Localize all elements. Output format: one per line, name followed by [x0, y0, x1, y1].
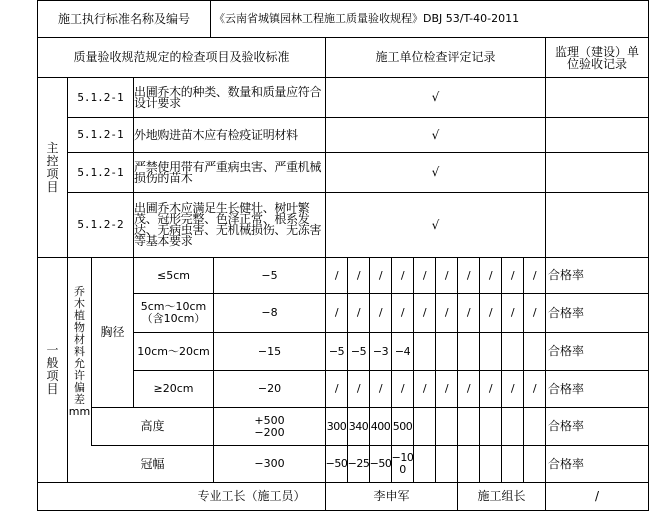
- measured-value: /: [400, 306, 405, 320]
- check-mark: √: [431, 90, 440, 105]
- measured-value: −25: [348, 457, 369, 471]
- measured-value: /: [422, 382, 427, 396]
- check-mark: √: [431, 127, 440, 142]
- measured-value: 300: [326, 419, 347, 433]
- clause-code: 5.1.2-1: [77, 165, 124, 179]
- tolerance-group-label: 乔木植物材料允许偏差mm: [68, 284, 91, 418]
- measured-value: /: [400, 382, 405, 396]
- requirement-text: 出圃乔木应满足生长健壮、树叶繁茂、冠形完整、色泽正常、根系发达、无病虫害、无机械损伤、无冻害等基本要求: [134, 201, 322, 248]
- inspection-item: 10cm～20cm: [137, 344, 210, 358]
- measured-value: −4: [394, 344, 411, 358]
- trunk-diameter-label: 胸径: [100, 325, 125, 340]
- measured-value: −3: [372, 344, 389, 358]
- measured-value: [524, 408, 545, 445]
- pass-rate: 合格率: [548, 419, 585, 434]
- allowed-deviation: −8: [261, 306, 278, 320]
- clause-code: 5.1.2-2: [77, 218, 124, 232]
- measured-value: [414, 333, 435, 370]
- check-mark: √: [431, 217, 440, 232]
- measured-value: /: [532, 382, 537, 396]
- foreman-label: 专业工长（施工员）: [197, 489, 306, 504]
- main-control-label: 主控项目: [46, 140, 59, 194]
- measured-value: [524, 333, 545, 370]
- leader-value: /: [594, 489, 600, 504]
- requirement-text: 严禁使用带有严重病虫害、严重机械损伤的苗木: [134, 159, 322, 185]
- pass-rate: 合格率: [548, 456, 585, 471]
- inspection-item: ≥20cm: [153, 382, 194, 396]
- measured-value: /: [444, 306, 449, 320]
- standard-label: 施工执行标准名称及编号: [57, 11, 190, 26]
- measured-value: /: [488, 382, 493, 396]
- measured-value: /: [510, 382, 515, 396]
- measured-value: [480, 333, 501, 370]
- measured-value: /: [444, 268, 449, 282]
- measured-value: /: [334, 306, 339, 320]
- clause-code: 5.1.2-1: [77, 128, 124, 142]
- column-header-supervisor: 监理（建设）单位验收记录: [554, 44, 639, 71]
- measured-value: /: [532, 306, 537, 320]
- measured-value: [458, 333, 479, 370]
- measured-value: 340: [348, 419, 369, 433]
- inspection-item: ≤5cm: [157, 268, 190, 282]
- measured-value: [480, 408, 501, 445]
- measured-value: [414, 446, 435, 482]
- standard-value: 《云南省城镇园林工程施工质量验收规程》DBJ 53/T-40-2011: [214, 12, 520, 26]
- measured-value: [458, 446, 479, 482]
- measured-value: /: [422, 268, 427, 282]
- inspection-item: 5cm～10cm （含10cm）: [140, 300, 207, 325]
- measured-value: /: [378, 268, 383, 282]
- measured-value: /: [356, 382, 361, 396]
- measured-value: /: [532, 268, 537, 282]
- measured-value: /: [510, 268, 515, 282]
- check-mark: √: [431, 165, 440, 180]
- measured-value: [480, 446, 501, 482]
- measured-value: [524, 446, 545, 482]
- measured-value: /: [334, 268, 339, 282]
- column-header-contractor: 施工单位检查评定记录: [375, 50, 496, 65]
- pass-rate: 合格率: [548, 268, 585, 283]
- measured-value: /: [400, 268, 405, 282]
- measured-value: [502, 333, 523, 370]
- measured-value: [436, 408, 457, 445]
- allowed-deviation: −5: [261, 268, 278, 282]
- inspection-item: 冠幅: [140, 456, 165, 471]
- measured-value: [502, 408, 523, 445]
- measured-value: /: [466, 382, 471, 396]
- measured-value: /: [488, 268, 493, 282]
- allowed-deviation: −15: [257, 344, 282, 358]
- measured-value: /: [422, 306, 427, 320]
- measured-value: /: [378, 306, 383, 320]
- measured-value: [436, 446, 457, 482]
- measured-value: /: [334, 382, 339, 396]
- measured-value: /: [488, 306, 493, 320]
- measured-value: −5: [328, 344, 345, 358]
- measured-value: −50: [326, 457, 347, 471]
- measured-value: /: [466, 268, 471, 282]
- allowed-deviation: −20: [257, 382, 282, 396]
- leader-label: 施工组长: [477, 489, 526, 504]
- allowed-deviation: +500 −200: [254, 413, 285, 439]
- measured-value: [436, 333, 457, 370]
- measured-value: /: [444, 382, 449, 396]
- measured-value: [458, 408, 479, 445]
- measured-value: −10 0: [392, 451, 413, 476]
- measured-value: /: [466, 306, 471, 320]
- measured-value: /: [378, 382, 383, 396]
- measured-value: [502, 446, 523, 482]
- measured-value: /: [510, 306, 515, 320]
- pass-rate: 合格率: [548, 381, 585, 396]
- pass-rate: 合格率: [548, 344, 585, 359]
- column-header-criteria: 质量验收规范规定的检查项目及验收标准: [73, 50, 290, 65]
- foreman-name: 李申军: [373, 489, 410, 504]
- measured-value: [414, 408, 435, 445]
- requirement-text: 出圃乔木的种类、数量和质量应符合设计要求: [134, 84, 322, 110]
- measured-value: 500: [392, 419, 413, 433]
- pass-rate: 合格率: [548, 305, 585, 320]
- measured-value: /: [356, 306, 361, 320]
- measured-value: /: [356, 268, 361, 282]
- requirement-text: 外地购进苗木应有检疫证明材料: [134, 127, 298, 142]
- clause-code: 5.1.2-1: [77, 90, 124, 104]
- measured-value: −5: [350, 344, 367, 358]
- measured-value: −50: [370, 457, 391, 471]
- general-items-label: 一般项目: [46, 343, 59, 396]
- inspection-item: 高度: [140, 419, 165, 434]
- measured-value: 400: [370, 419, 391, 433]
- allowed-deviation: −300: [254, 457, 285, 471]
